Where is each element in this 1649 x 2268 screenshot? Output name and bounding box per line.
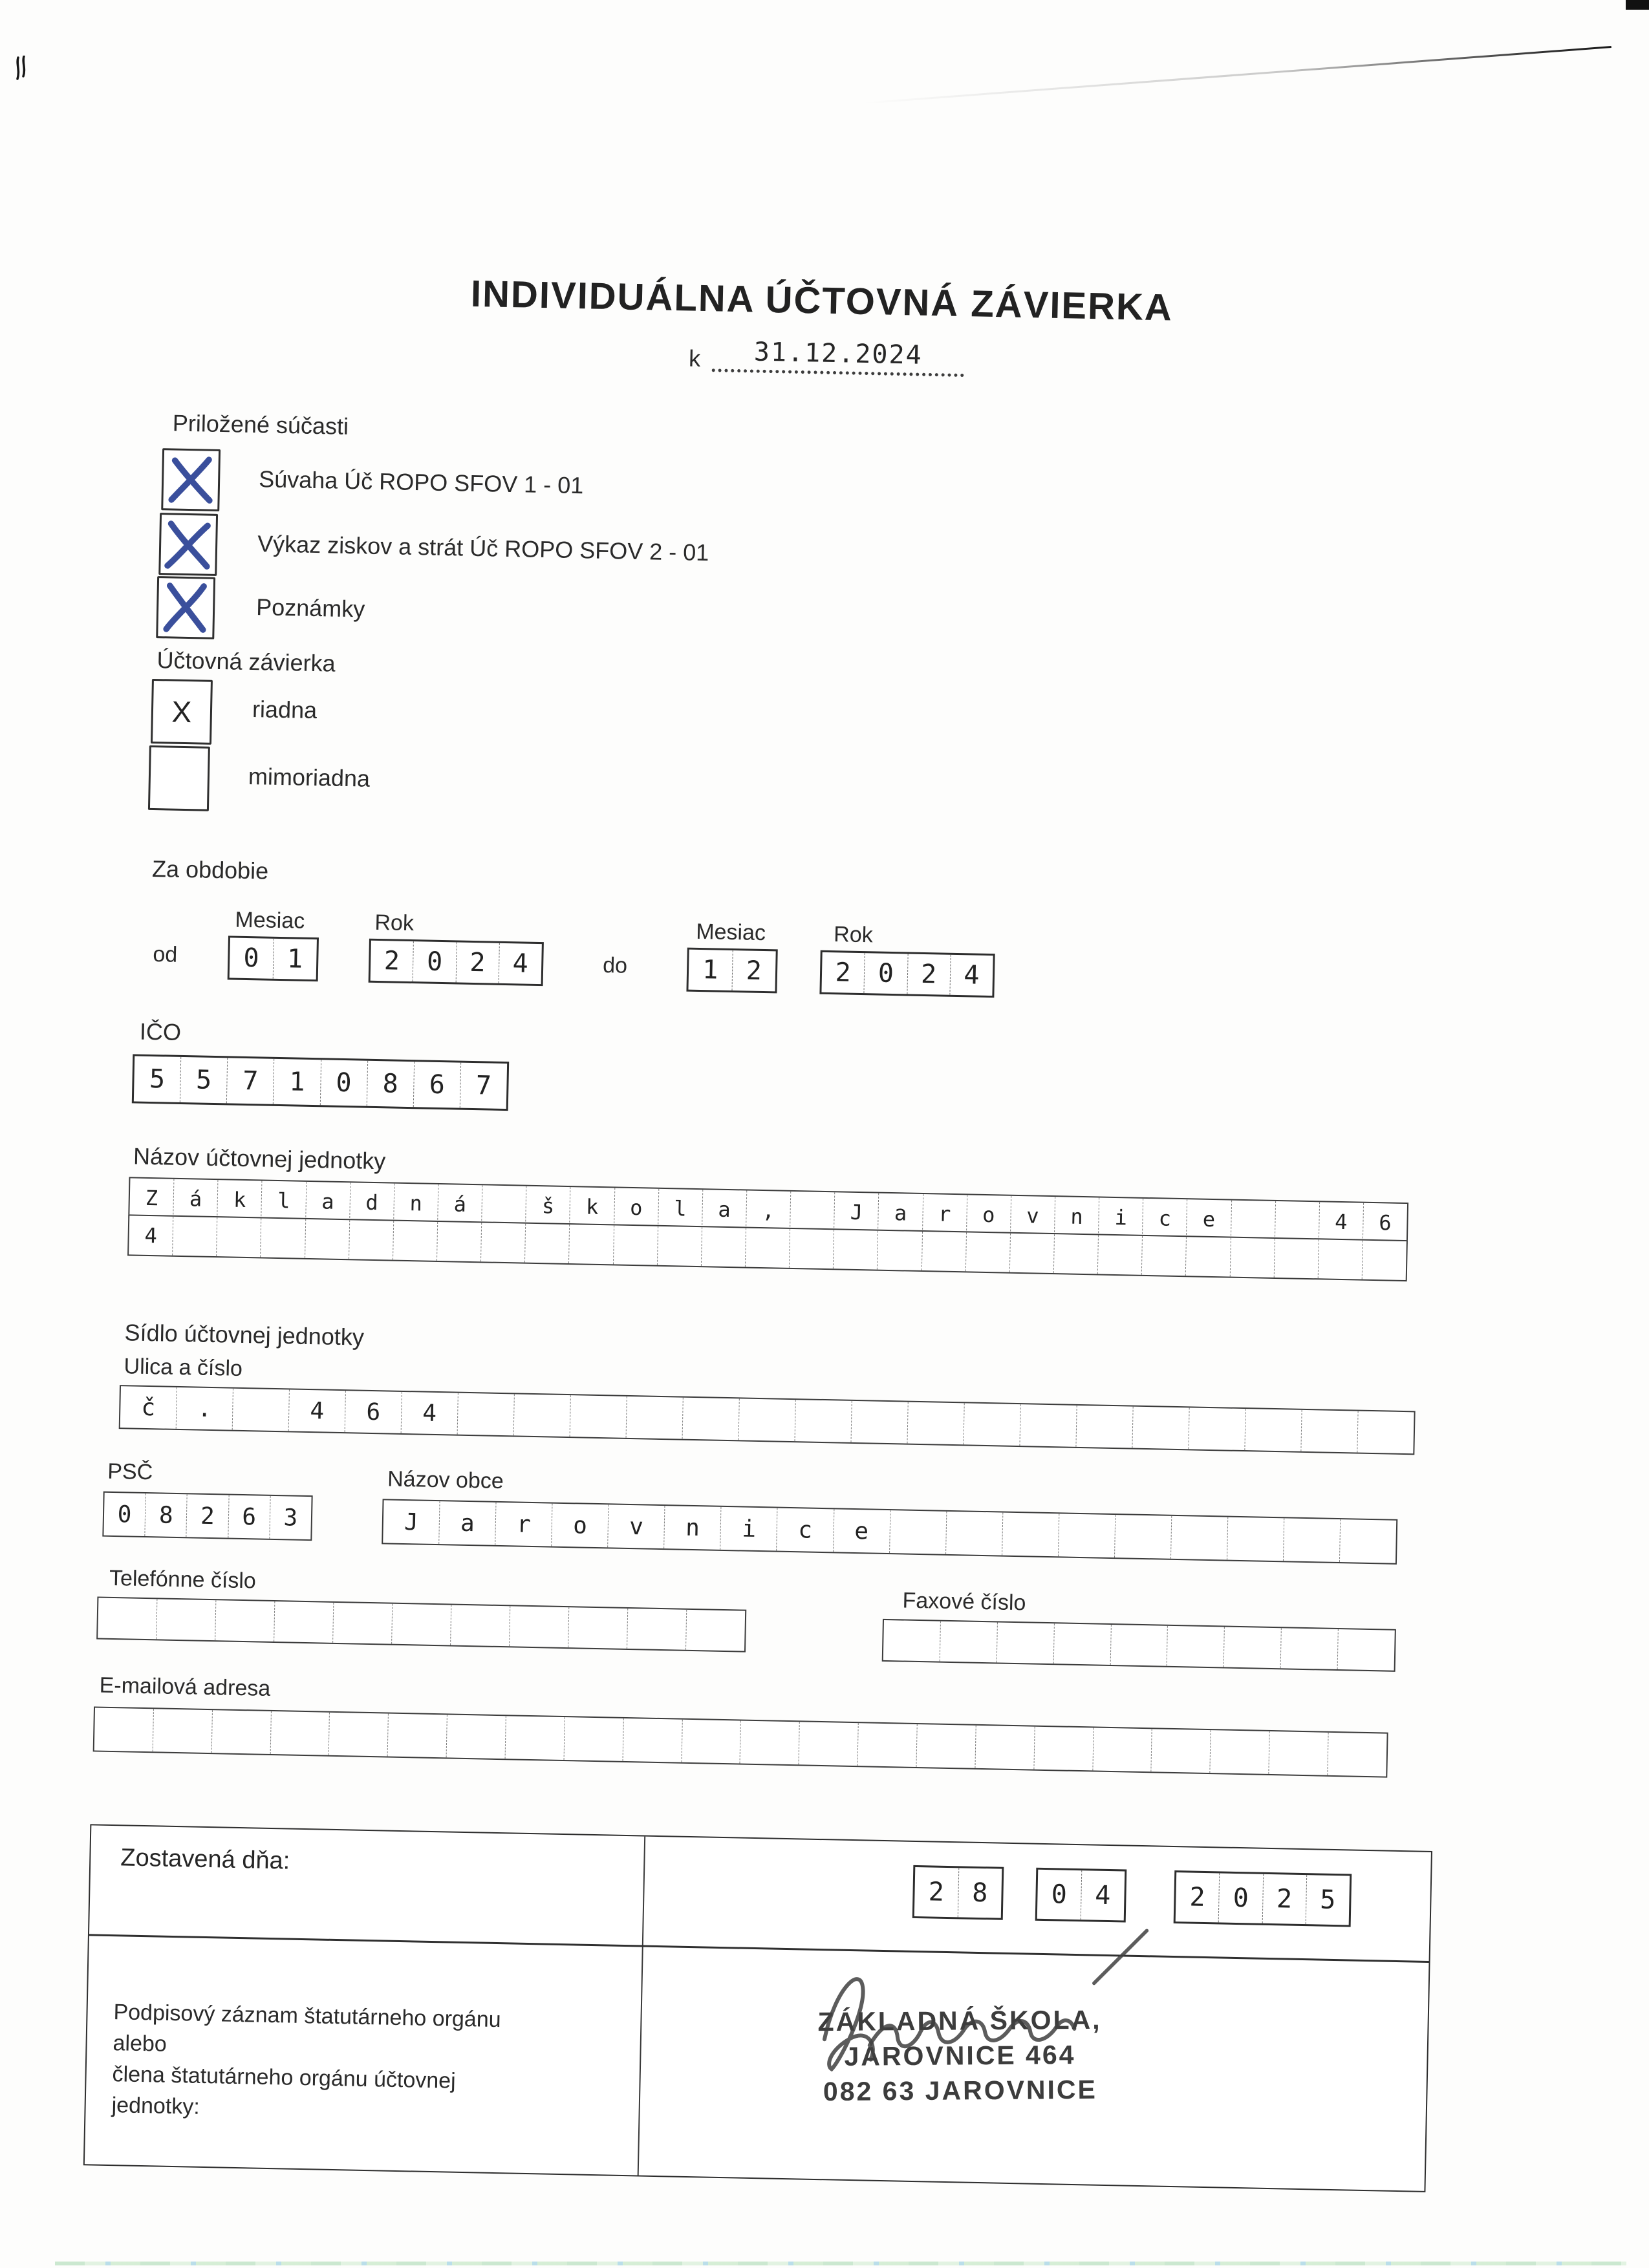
char-cell: 1: [272, 939, 317, 979]
period-to-label: do: [602, 953, 628, 978]
char-cell: 5: [149, 1064, 166, 1095]
char-cell: á: [437, 1184, 482, 1224]
char-cell: i: [1098, 1197, 1143, 1237]
period-from-year-label: Rok: [374, 910, 415, 936]
char-cell: 1: [702, 955, 718, 985]
signature-label-line2: člena štatutárneho orgánu účtovnej jednotky:: [111, 2062, 457, 2119]
char-cell: d: [349, 1182, 394, 1222]
stamp-line3: 082 63 JAROVNICE: [823, 2074, 1098, 2107]
char-cell: [563, 1717, 623, 1761]
char-cell: [1227, 1517, 1284, 1561]
char-cell: [701, 1227, 746, 1267]
compiled-year-grid: [1174, 1870, 1352, 1927]
char-cell: [1357, 1411, 1414, 1454]
char-cell: 0: [1051, 1879, 1068, 1910]
char-cell: [1167, 1626, 1224, 1667]
char-cell: [1223, 1627, 1281, 1669]
date-prefix: k: [688, 345, 701, 372]
char-cell: [1269, 1731, 1328, 1775]
char-cell: [94, 1707, 153, 1751]
stamp-line1: ZÁKLADNÁ ŠKOLA,: [817, 2004, 1102, 2037]
char-cell: e: [1186, 1199, 1231, 1239]
char-cell: [963, 1403, 1020, 1446]
char-cell: [1327, 1733, 1386, 1777]
char-cell: 2: [928, 1877, 945, 1907]
char-cell: Z: [145, 1185, 158, 1211]
x-mark-icon: [158, 578, 213, 637]
char-cell: e: [833, 1509, 890, 1553]
compiled-day-grid: [912, 1865, 1004, 1920]
char-cell: [450, 1605, 510, 1646]
ico-label: IČO: [139, 1018, 182, 1045]
char-cell: [1092, 1728, 1152, 1771]
char-cell: [1097, 1235, 1142, 1274]
char-cell: 7: [460, 1063, 508, 1109]
char-cell: [1114, 1515, 1171, 1559]
char-cell: J: [834, 1192, 878, 1232]
char-cell: [965, 1232, 1010, 1272]
char-cell: 4: [1319, 1202, 1363, 1241]
char-cell: 5: [180, 1057, 228, 1103]
mimoriadna-x-mark: [150, 747, 208, 809]
char-cell: [1170, 1516, 1227, 1560]
char-cell: 7: [226, 1058, 274, 1104]
footer-vertical-divider: [638, 1837, 646, 2176]
email-label: E-mailová adresa: [99, 1673, 271, 1701]
period-from-year-grid: [369, 939, 544, 986]
char-cell: [627, 1609, 686, 1650]
char-cell: 2: [455, 942, 499, 983]
town-label: Názov obce: [387, 1466, 504, 1494]
char-cell: [274, 1601, 333, 1643]
char-cell: [883, 1620, 940, 1662]
period-from-month-grid: [228, 936, 319, 981]
char-cell: [612, 1225, 657, 1265]
compiled-month-grid: [1035, 1868, 1127, 1923]
char-cell: [1185, 1237, 1230, 1276]
char-cell: 2: [1262, 1874, 1306, 1924]
handwritten-signature: [785, 1916, 1150, 2078]
char-cell: [349, 1220, 393, 1259]
scan-corner-mark: [1626, 0, 1649, 10]
compiled-date-label: Zostavená dňa:: [120, 1844, 290, 1875]
char-cell: [481, 1185, 526, 1225]
char-cell: 5: [1305, 1875, 1350, 1925]
char-cell: c: [1142, 1199, 1187, 1238]
char-cell: 0: [1218, 1873, 1263, 1923]
char-cell: [745, 1228, 790, 1268]
char-cell: [1275, 1201, 1319, 1241]
char-cell: o: [551, 1504, 608, 1548]
char-cell: [795, 1400, 852, 1442]
street-label: Ulica a číslo: [124, 1354, 243, 1381]
char-cell: 4: [401, 1392, 458, 1435]
char-cell: [1132, 1407, 1189, 1450]
char-cell: [657, 1226, 702, 1266]
char-cell: 2: [835, 957, 852, 988]
char-cell: k: [570, 1187, 614, 1226]
char-cell: [1230, 1201, 1275, 1240]
char-cell: [156, 1599, 215, 1640]
entity-name-label: Názov účtovnej jednotky: [133, 1142, 386, 1175]
char-cell: [945, 1512, 1002, 1556]
phone-label: Telefónne číslo: [109, 1565, 257, 1594]
char-cell: [681, 1720, 740, 1764]
char-cell: v: [607, 1504, 664, 1548]
char-cell: [877, 1231, 921, 1270]
char-cell: [1210, 1730, 1269, 1774]
phone-grid: [96, 1597, 746, 1653]
char-cell: 4: [288, 1389, 345, 1432]
char-cell: [568, 1225, 613, 1264]
char-cell: [921, 1232, 965, 1271]
char-cell: [996, 1622, 1053, 1664]
char-cell: o: [966, 1195, 1011, 1234]
signature-label: [111, 1996, 502, 2128]
char-cell: [457, 1393, 514, 1436]
char-cell: [172, 1217, 217, 1256]
char-cell: n: [663, 1506, 720, 1550]
char-cell: [850, 1401, 907, 1444]
char-cell: 0: [117, 1501, 132, 1528]
address-section-label: Sídlo účtovnej jednotky: [124, 1319, 365, 1351]
char-cell: [1300, 1410, 1357, 1453]
char-cell: [387, 1714, 447, 1758]
town-grid: [382, 1499, 1397, 1564]
period-to-year-label: Rok: [833, 922, 874, 948]
char-cell: [524, 1224, 569, 1263]
char-cell: [626, 1396, 683, 1439]
char-cell: 0: [319, 1060, 367, 1106]
char-cell: [975, 1726, 1034, 1770]
char-cell: [1151, 1729, 1211, 1773]
char-cell: [740, 1721, 799, 1765]
char-cell: 3: [269, 1496, 312, 1539]
char-cell: [436, 1222, 481, 1261]
char-cell: a: [438, 1501, 495, 1545]
char-cell: n: [1054, 1197, 1099, 1236]
char-cell: [738, 1398, 795, 1441]
psc-label: PSČ: [107, 1459, 153, 1485]
attachment-label-suvaha: Súvaha Úč ROPO SFOV 1 - 01: [258, 465, 584, 499]
char-cell: [98, 1598, 156, 1640]
char-cell: [1019, 1404, 1076, 1447]
char-cell: 1: [273, 1059, 321, 1105]
char-cell: r: [495, 1503, 552, 1546]
char-cell: [1141, 1236, 1186, 1276]
char-cell: 6: [413, 1062, 461, 1107]
footer-horizontal-divider: [89, 1934, 1429, 1962]
char-cell: 2: [1189, 1882, 1206, 1912]
x-mark-icon: [160, 515, 216, 574]
char-cell: [1339, 1519, 1396, 1563]
char-cell: [1188, 1407, 1245, 1450]
char-cell: [1058, 1514, 1115, 1557]
closing-type-section-label: Účtovná závierka: [156, 647, 336, 677]
char-cell: .: [176, 1387, 233, 1430]
char-cell: [799, 1722, 858, 1766]
char-cell: [1033, 1727, 1093, 1771]
char-cell: [513, 1394, 570, 1437]
checkbox-mimoriadna: [148, 745, 210, 811]
char-cell: [270, 1711, 329, 1755]
signature-label-line1: Podpisový záznam štatutárneho orgánu alebo: [113, 2000, 501, 2057]
char-cell: 0: [413, 941, 456, 982]
period-from-label: od: [153, 942, 178, 967]
char-cell: [1273, 1239, 1318, 1278]
char-cell: [305, 1219, 349, 1259]
char-cell: č: [141, 1394, 156, 1421]
char-cell: 2: [186, 1494, 229, 1537]
checkbox-vykaz: [158, 513, 218, 576]
attachments-section-label: Priložené súčasti: [172, 409, 349, 440]
char-cell: 4: [1080, 1870, 1125, 1920]
char-cell: [480, 1223, 525, 1262]
char-cell: 2: [731, 950, 776, 991]
char-cell: k: [217, 1180, 262, 1219]
street-grid: [119, 1385, 1416, 1455]
footer-box: [83, 1824, 1432, 2192]
char-cell: l: [261, 1181, 306, 1220]
char-cell: a: [878, 1193, 922, 1233]
char-cell: 0: [864, 953, 907, 994]
char-cell: [1002, 1513, 1059, 1557]
stamp-line2: JAROVNICE 464: [844, 2040, 1076, 2071]
char-cell: [215, 1600, 274, 1642]
char-cell: [332, 1603, 392, 1644]
char-cell: [393, 1221, 437, 1261]
fax-grid: [882, 1619, 1396, 1672]
char-cell: [916, 1724, 975, 1768]
char-cell: [889, 1510, 946, 1554]
char-cell: 6: [345, 1391, 402, 1433]
period-to-month-label: Mesiac: [695, 919, 766, 946]
char-cell: n: [393, 1184, 438, 1223]
char-cell: [857, 1723, 917, 1767]
period-to-year-grid: [819, 950, 995, 998]
char-cell: [505, 1716, 565, 1760]
option-label-riadna: riadna: [252, 696, 318, 724]
attachment-label-poznamky: Poznámky: [255, 594, 365, 623]
char-cell: a: [305, 1182, 350, 1221]
x-mark-icon: [163, 450, 219, 509]
char-cell: 4: [949, 955, 993, 996]
char-cell: ,: [746, 1191, 790, 1230]
char-cell: [446, 1715, 506, 1759]
char-cell: 2: [383, 946, 400, 976]
char-cell: r: [922, 1194, 967, 1234]
title-date-line: [712, 336, 965, 377]
char-cell: [1337, 1629, 1395, 1671]
char-cell: 4: [498, 943, 541, 984]
char-cell: [789, 1229, 834, 1268]
char-cell: [833, 1230, 878, 1269]
option-label-mimoriadna: mimoriadna: [248, 762, 371, 792]
char-cell: [907, 1402, 964, 1445]
char-cell: [1244, 1409, 1301, 1451]
char-cell: 8: [366, 1061, 414, 1107]
attachment-label-vykaz: Výkaz ziskov a strát Úč ROPO SFOV 2 - 01: [257, 530, 709, 566]
char-cell: á: [173, 1179, 217, 1219]
char-cell: [1229, 1238, 1274, 1278]
char-cell: J: [404, 1508, 419, 1535]
char-cell: l: [658, 1189, 702, 1228]
checkbox-poznamky: [156, 576, 215, 639]
char-cell: [329, 1713, 388, 1757]
char-cell: [622, 1718, 682, 1762]
char-cell: [685, 1610, 745, 1651]
char-cell: [1009, 1234, 1054, 1273]
char-cell: [1053, 1623, 1110, 1665]
char-cell: [216, 1217, 261, 1257]
char-cell: 2: [907, 954, 950, 994]
char-cell: 0: [243, 943, 260, 974]
char-cell: [940, 1621, 997, 1663]
char-cell: [509, 1606, 568, 1647]
char-cell: [568, 1607, 627, 1649]
form-title: INDIVIDUÁLNA ÚČTOVNÁ ZÁVIERKA: [470, 272, 1174, 329]
char-cell: a: [702, 1190, 746, 1229]
char-cell: [153, 1709, 212, 1753]
psc-grid: [102, 1492, 312, 1541]
char-cell: c: [777, 1508, 834, 1552]
char-cell: [232, 1389, 289, 1431]
char-cell: 8: [957, 1868, 1002, 1918]
char-cell: [1075, 1406, 1132, 1448]
char-cell: i: [720, 1507, 777, 1551]
ico-grid: [132, 1054, 509, 1111]
period-section-label: Za obdobie: [151, 855, 269, 884]
riadna-x-mark: X: [171, 694, 192, 729]
char-cell: [570, 1395, 627, 1438]
period-from-month-label: Mesiac: [235, 907, 305, 934]
checkbox-suvaha: [161, 448, 221, 511]
period-to-month-grid: [686, 948, 777, 994]
char-cell: [790, 1192, 834, 1231]
char-cell: [1053, 1234, 1098, 1274]
fax-label: Faxové číslo: [902, 1588, 1026, 1616]
char-cell: [260, 1218, 305, 1257]
checkbox-riadna: [151, 679, 213, 745]
char-cell: [1283, 1518, 1340, 1562]
char-cell: [211, 1710, 270, 1754]
char-cell: [391, 1604, 451, 1645]
char-cell: o: [614, 1188, 658, 1227]
email-grid: [93, 1706, 1388, 1777]
char-cell: [682, 1398, 739, 1440]
char-cell: [1362, 1241, 1406, 1280]
char-cell: 8: [145, 1493, 188, 1537]
char-cell: š: [525, 1186, 570, 1226]
char-cell: 6: [1363, 1203, 1407, 1243]
char-cell: [1110, 1625, 1167, 1666]
char-cell: [1280, 1628, 1338, 1669]
char-cell: 4: [144, 1223, 158, 1248]
closing-date-value: 31.12.2024: [753, 337, 923, 370]
char-cell: v: [1010, 1196, 1055, 1236]
char-cell: 6: [228, 1495, 270, 1539]
char-cell: [1318, 1239, 1363, 1279]
